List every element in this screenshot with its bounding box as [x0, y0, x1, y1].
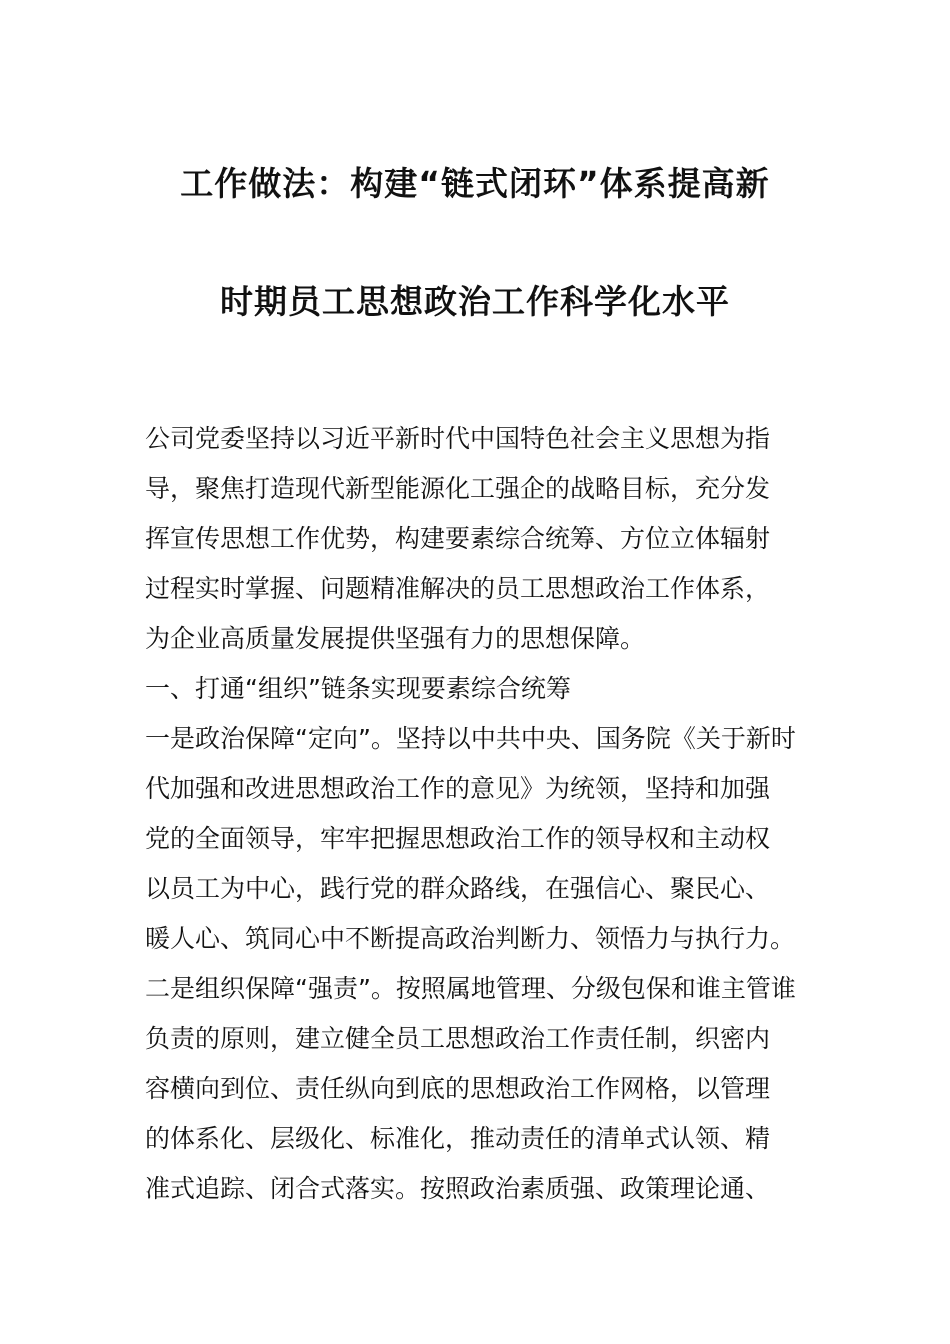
- body-line: 过程实时掌握、问题精准解决的员工思想政治工作体系，: [145, 574, 771, 603]
- body-line: 准式追踪、闭合式落实。按照政治素质强、政策理论通、: [145, 1174, 771, 1203]
- body-line: 公司党委坚持以习近平新时代中国特色社会主义思想为指: [145, 424, 771, 453]
- body-line: 一是政治保障“定向”。坚持以中共中央、国务院《关于新时: [145, 724, 796, 753]
- body-line: 二是组织保障“强责”。按照属地管理、分级包保和谁主管谁: [145, 974, 796, 1003]
- document-body: [145, 414, 810, 1214]
- body-line: 导，聚焦打造现代新型能源化工强企的战略目标，充分发: [145, 474, 771, 503]
- body-line: 为企业高质量发展提供坚强有力的思想保障。: [145, 624, 646, 653]
- document-title-line-2: 时期员工思想政治工作科学化水平: [220, 282, 730, 321]
- body-line: 的体系化、层级化、标准化，推动责任的清单式认领、精: [145, 1124, 771, 1153]
- section-heading: 一、打通“组织”链条实现要素综合统筹: [145, 674, 571, 703]
- document-title-line-1: 工作做法：构建“链式闭环”体系提高新: [180, 164, 770, 203]
- body-line: 党的全面领导，牢牢把握思想政治工作的领导权和主动权: [145, 824, 771, 853]
- body-line: 挥宣传思想工作优势，构建要素综合统筹、方位立体辐射: [145, 524, 771, 553]
- body-line: 暖人心、筑同心中不断提高政治判断力、领悟力与执行力。: [145, 924, 796, 953]
- body-line: 代加强和改进思想政治工作的意见》为统领，坚持和加强: [145, 774, 771, 803]
- body-line: 以员工为中心，践行党的群众路线，在强信心、聚民心、: [145, 874, 771, 903]
- body-line: 负责的原则，建立健全员工思想政治工作责任制，织密内: [145, 1024, 771, 1053]
- body-line: 容横向到位、责任纵向到底的思想政治工作网格，以管理: [145, 1074, 771, 1103]
